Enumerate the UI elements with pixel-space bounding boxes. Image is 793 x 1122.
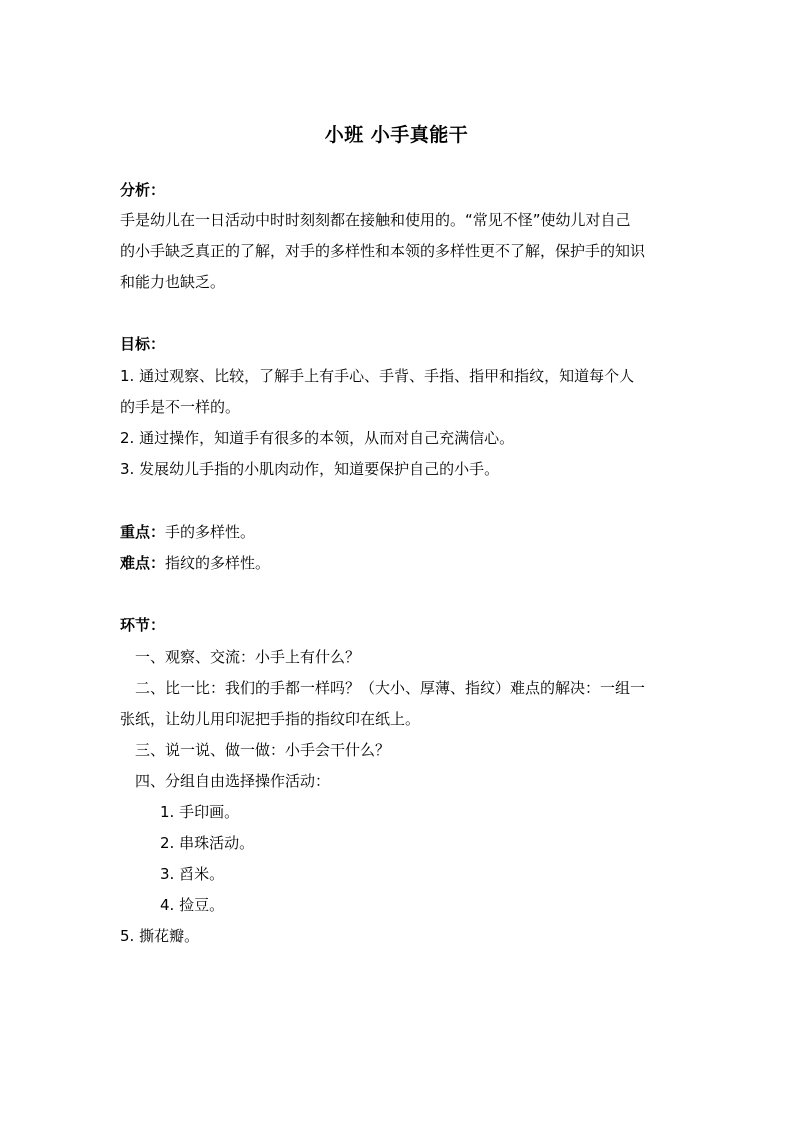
step-1: 一、观察、交流：小手上有什么？ bbox=[135, 648, 361, 666]
difficult-point-label: 难点： bbox=[120, 554, 166, 572]
activity-item: 4. 捡豆。 bbox=[160, 896, 225, 914]
activity-item: 1. 手印画。 bbox=[160, 803, 240, 821]
goals-line-2: 的手是不一样的。 bbox=[120, 398, 241, 416]
goals-line-3: 2. 通过操作，知道手有很多的本领，从而对自己充满信心。 bbox=[120, 429, 515, 447]
activity-item: 2. 串珠活动。 bbox=[160, 834, 255, 852]
goals-line-1: 1. 通过观察、比较，了解手上有手心、手背、手指、指甲和指纹，知道每个人 bbox=[120, 367, 635, 385]
activity-item-last: 5. 撕花瓣。 bbox=[120, 927, 200, 945]
goals-heading: 目标： bbox=[120, 335, 166, 353]
step-2: 二、比一比：我们的手都一样吗？（大小、厚薄、指纹）难点的解决：一组一 bbox=[135, 679, 646, 697]
analysis-line-3: 和能力也缺乏。 bbox=[120, 273, 226, 291]
key-point-text: 手的多样性。 bbox=[165, 523, 256, 541]
step-4: 四、分组自由选择操作活动： bbox=[135, 772, 331, 790]
analysis-line-1: 手是幼儿在一日活动中时时刻刻都在接触和使用的。“常见不怪”使幼儿对自己 bbox=[120, 211, 631, 229]
activity-item: 3. 舀米。 bbox=[160, 865, 225, 883]
difficult-point-text: 指纹的多样性。 bbox=[165, 554, 271, 572]
steps-heading: 环节： bbox=[120, 616, 166, 634]
goals-line-4: 3. 发展幼儿手指的小肌肉动作，知道要保护自己的小手。 bbox=[120, 460, 500, 478]
difficult-point bbox=[120, 553, 270, 573]
key-point-label: 重点： bbox=[120, 523, 166, 541]
step-2-continued: 张纸，让幼儿用印泥把手指的指纹印在纸上。 bbox=[120, 710, 421, 728]
analysis-line-2: 的小手缺乏真正的了解，对手的多样性和本领的多样性更不了解，保护手的知识 bbox=[120, 242, 646, 260]
step-3: 三、说一说、做一做：小手会干什么？ bbox=[135, 741, 391, 759]
document-title: 小班 小手真能干 bbox=[324, 124, 469, 146]
analysis-heading: 分析： bbox=[120, 181, 166, 199]
key-point bbox=[120, 522, 255, 542]
